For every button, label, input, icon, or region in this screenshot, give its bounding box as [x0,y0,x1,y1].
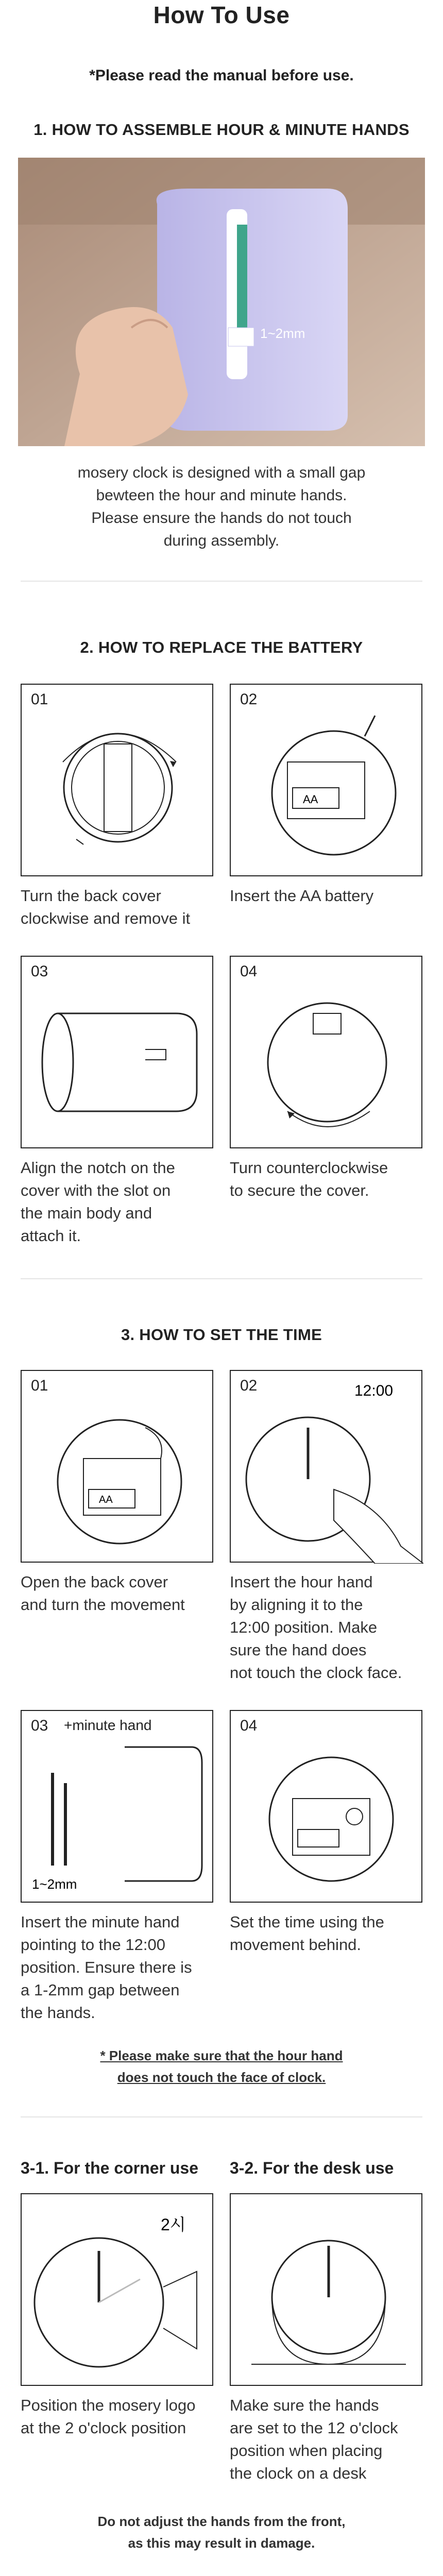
step-illustration [230,684,422,876]
caption-line: not touch the clock face. [230,1664,402,1682]
caption-line: Open the back cover [21,1573,168,1591]
caption-line: Position the mosery logo [21,2396,196,2414]
time-steps-row-1 [21,1370,422,1684]
caption-line: Insert the AA battery [230,887,374,905]
battery-label: AA [99,1494,113,1505]
step-illustration [230,1710,422,1903]
step-caption [21,1571,213,1616]
step-caption [21,1911,213,2024]
movement-turn-icon [22,1371,214,1564]
caption-line: clockwise and remove it [21,909,191,927]
note-line: * Please make sure that the hour hand [100,2048,343,2063]
step-illustration [21,684,213,876]
step-illustration [230,956,422,1148]
caption-line: Insert the minute hand [21,1913,180,1931]
caption-line: Set the time using the [230,1913,384,1931]
caption-line: 12:00 position. Make [230,1618,378,1636]
caption-line: Turn counterclockwise [230,1159,388,1177]
time-steps-row-2 [21,1710,422,2024]
step-number: 03 [31,963,48,980]
step-illustration [230,1370,422,1563]
battery-label: AA [303,793,318,806]
step-illustration [21,956,213,1148]
caption-line: pointing to the 12:00 [21,1936,165,1954]
step-card [21,956,213,1247]
time-label: 12:00 [354,1382,394,1399]
divider [21,2116,422,2117]
desc-line: bewteen the hour and minute hands. [96,487,347,504]
step-number: 02 [240,691,258,708]
caption-line: at the 2 o'clock position [21,2419,186,2437]
caption-line: the hands. [21,2004,95,2022]
corner-use-title: 3-1. For the corner use [21,2159,198,2177]
caption-line: attach it. [21,1227,81,1245]
caption-line: Insert the hour hand [230,1573,373,1591]
divider [21,581,422,582]
use-mode-row [21,2193,422,2485]
step-card [230,684,422,930]
assembly-photo-illustration [18,158,425,446]
cover-secure-icon [231,957,423,1149]
step-caption [21,885,213,930]
step-card [21,1370,213,1684]
step-number: 04 [240,963,258,980]
caption-line: a 1-2mm gap between [21,1981,180,1999]
step-card [230,1710,422,2024]
step-caption [230,1911,422,1956]
step-illustration [21,1710,213,1903]
step-illustration [21,2193,213,2386]
step-illustration [230,2193,422,2386]
divider [21,1278,422,1279]
hour-hand-note [0,2045,443,2088]
gap-label: 1~2mm [32,1876,77,1892]
hand-shape [64,307,188,446]
note-line: as this may result in damage. [128,2535,315,2551]
step-card [230,956,422,1247]
step-caption [21,2394,213,2439]
gap-label: 1~2mm [260,326,305,341]
caption-line: cover with the slot on [21,1181,171,1199]
desk-use-title: 3-2. For the desk use [230,2159,394,2177]
battery-steps-row-1 [21,684,422,930]
battery-insert-icon [231,685,423,877]
desc-line: mosery clock is designed with a small gap [77,464,366,481]
caption-line: to secure the cover. [230,1181,369,1199]
caption-line: the main body and [21,1204,152,1222]
caption-line: are set to the 12 o'clock [230,2419,398,2437]
step-caption [230,1571,422,1684]
step-caption [230,885,422,907]
caption-line: Align the notch on the [21,1159,175,1177]
step-caption [230,1157,422,1202]
note-line: does not touch the face of clock. [117,2070,326,2085]
minute-hand-label: +minute hand [64,1717,152,1733]
back-cover-rotate-icon [22,685,214,877]
damage-warning [0,2511,443,2554]
step-caption [21,1157,213,1247]
step-number: 01 [31,1377,48,1394]
section-3-title: 3. HOW TO SET THE TIME [121,1326,322,1344]
section-2-title: 2. HOW TO REPLACE THE BATTERY [80,638,363,656]
caption-line: sure the hand does [230,1641,367,1659]
use-mode-titles [21,2159,422,2178]
caption-line: and turn the movement [21,1596,185,1614]
desk-use-card [230,2193,422,2485]
step-card [21,1710,213,2024]
step-card [21,684,213,930]
step-number: 02 [240,1377,258,1394]
step-illustration [21,1370,213,1563]
page-title: How To Use [153,2,290,28]
cover-align-icon [22,957,214,1149]
desc-line: during assembly. [163,532,280,549]
caption-line: Make sure the hands [230,2396,379,2414]
step-number: 03 [31,1717,48,1734]
desk-clock-icon [231,2194,423,2387]
caption-line: position. Ensure there is [21,1958,192,1976]
section-1-description [0,462,443,552]
subtitle: *Please read the manual before use. [89,67,354,84]
corner-use-card [21,2193,213,2485]
two-oclock-label: 2시 [161,2215,186,2234]
note-line: Do not adjust the hands from the front, [97,2514,346,2529]
caption-line: movement behind. [230,1936,362,1954]
movement-set-icon [231,1711,423,1904]
caption-line: the clock on a desk [230,2464,367,2482]
desc-line: Please ensure the hands do not touch [91,510,352,527]
hero-photo [18,158,425,446]
caption-line: by aligning it to the [230,1596,363,1614]
caption-line: Turn the back cover [21,887,161,905]
step-number: 04 [240,1717,258,1734]
hour-hand-insert-icon [231,1371,423,1564]
corner-clock-icon [22,2194,214,2387]
minute-hand [237,225,247,338]
step-number: 01 [31,691,48,708]
battery-steps-row-2 [21,956,422,1247]
step-card [230,1370,422,1684]
minute-hand-gap-icon [22,1711,214,1904]
section-1-title: 1. HOW TO ASSEMBLE HOUR & MINUTE HANDS [33,121,410,139]
step-caption [230,2394,422,2485]
caption-line: position when placing [230,2442,383,2460]
